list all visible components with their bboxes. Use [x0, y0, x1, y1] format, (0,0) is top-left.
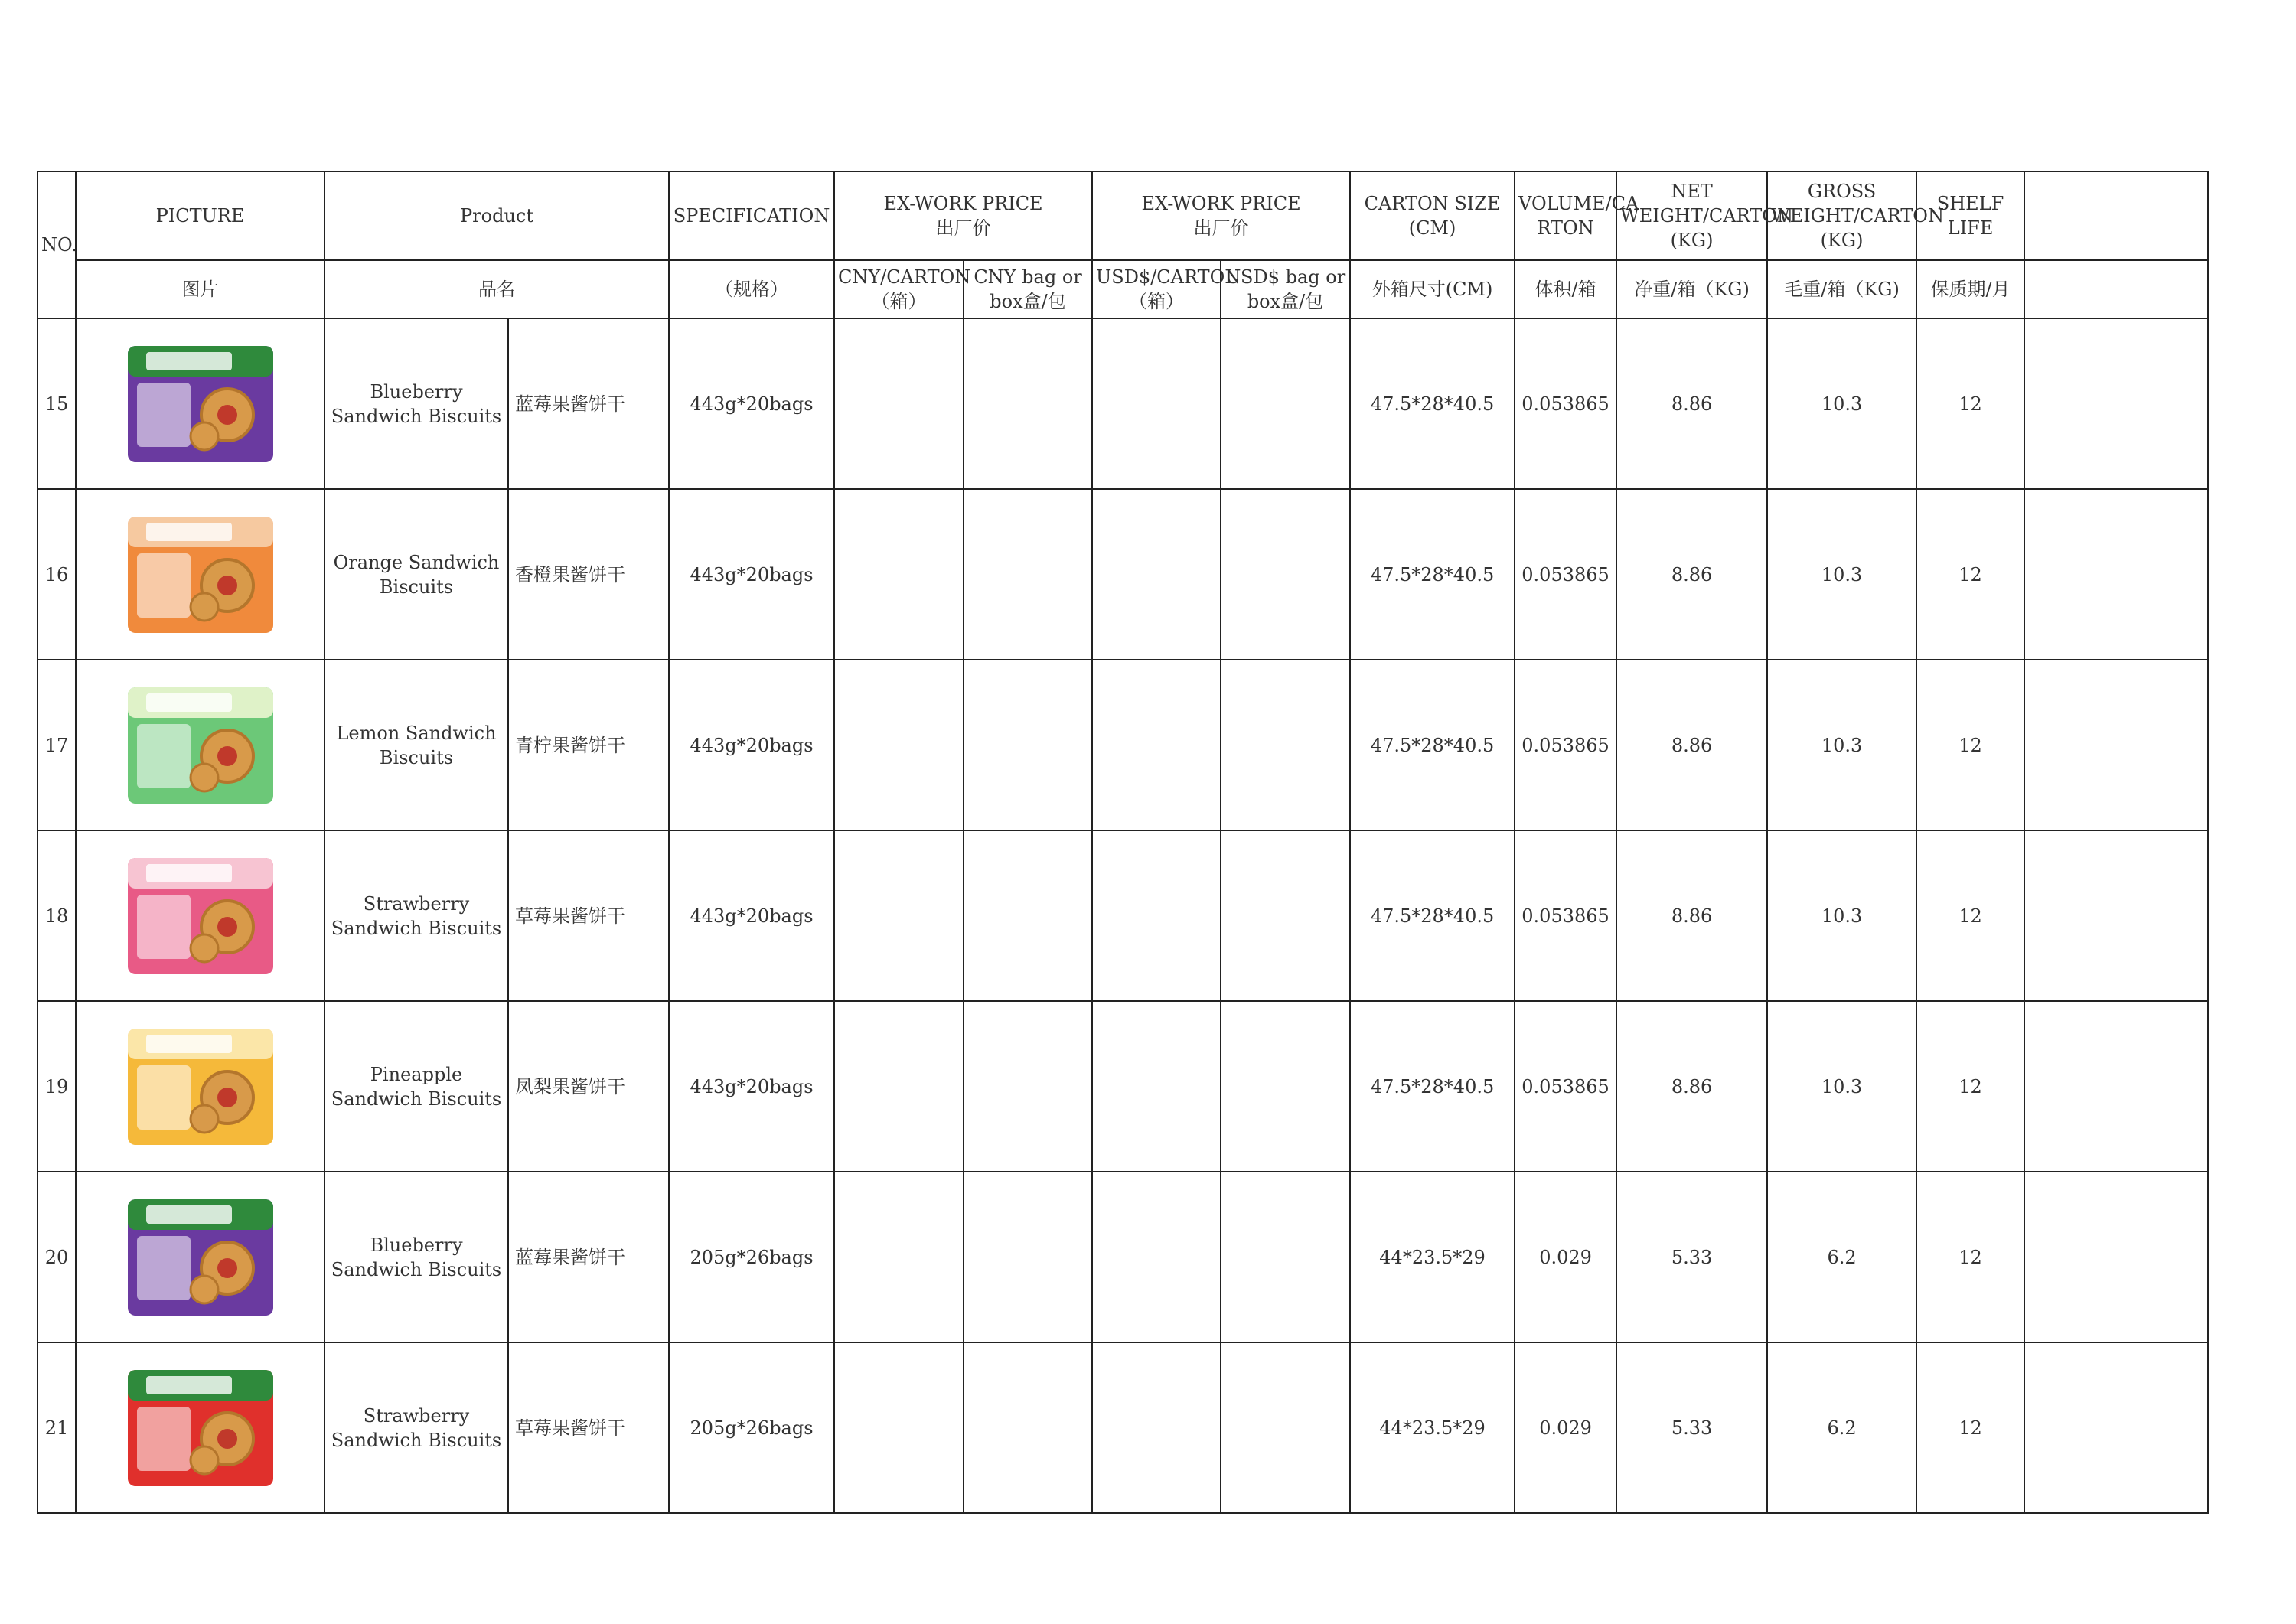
picture-label: PICTURE: [155, 205, 245, 227]
gross-cn-label: 毛重/箱（KG): [1784, 279, 1900, 300]
cny-carton-value: [834, 660, 964, 830]
usd-carton-value: [1092, 1172, 1221, 1342]
product-name-en-cell: [325, 489, 508, 660]
net-cn-label: 净重/箱（KG): [1634, 279, 1750, 300]
product-name-en-line2: Biscuits: [379, 576, 454, 598]
volume-value: 0.053865: [1521, 563, 1609, 585]
specification-value: 443g*20bags: [690, 563, 814, 585]
net-weight-cell: [1616, 660, 1767, 830]
cny-carton-value: [834, 1172, 964, 1342]
cny-carton-value: [834, 489, 964, 660]
product-package-image: [120, 847, 281, 985]
volume-cn-cell: [1515, 260, 1616, 318]
cny-bag-value: [964, 1172, 1092, 1342]
picture-cn-label: 图片: [181, 279, 219, 300]
shelf-life-value: 12: [1958, 563, 1982, 585]
volume-label-line2: RTON: [1537, 217, 1594, 239]
volume-cell: [1515, 1342, 1616, 1513]
specification-cell: [669, 830, 834, 1001]
specification-value: 205g*26bags: [690, 1246, 814, 1268]
volume-cell: [1515, 1001, 1616, 1172]
shelf-cn-label: 保质期/月: [1930, 279, 2011, 300]
gross-weight-value: 6.2: [1827, 1417, 1857, 1439]
product-name-cn-cell: [508, 318, 669, 489]
net-label-line1: NET: [1671, 181, 1713, 202]
usd-bag-value: [1221, 1342, 1350, 1513]
product-name-cn: 青柠果酱饼干: [515, 734, 625, 756]
gross-weight-cell: [1767, 1001, 1916, 1172]
gross-weight-value: 10.3: [1821, 734, 1863, 756]
row-number: [38, 1342, 76, 1513]
row-number: [38, 489, 76, 660]
net-weight-cell: [1616, 489, 1767, 660]
extra-cell: [2024, 1172, 2208, 1342]
gross-weight-value: 10.3: [1821, 563, 1863, 585]
usd-bag-cn-label: box盒/包: [1247, 291, 1324, 312]
net-cn-cell: [1616, 260, 1767, 318]
product-name-cn-cell: [508, 1342, 669, 1513]
product-name-cn: 蓝莓果酱饼干: [515, 1246, 625, 1268]
usd-carton-value: [1092, 1001, 1221, 1172]
row-number-text: 18: [44, 905, 69, 927]
product-package-image: [120, 1359, 281, 1497]
cny-bag-value: [964, 660, 1092, 830]
volume-value: 0.053865: [1521, 393, 1609, 415]
header-row-2: [38, 260, 2208, 318]
product-name-en-line1: Strawberry: [363, 892, 470, 915]
shelf-cn-cell: [1916, 260, 2024, 318]
shelf-label-line2: LIFE: [1947, 217, 1994, 239]
cny-carton-value: [834, 318, 964, 489]
product-name-en-line2: Sandwich Biscuits: [331, 1088, 502, 1110]
col-net-weight-header: [1616, 171, 1793, 260]
cny-carton-cell: [834, 260, 971, 318]
row-number-text: 17: [44, 734, 69, 756]
carton-size-cell: [1350, 489, 1515, 660]
product-name-en-line1: Blueberry: [370, 380, 463, 403]
specification-cell: [669, 489, 834, 660]
price-list-table: [37, 171, 2209, 1514]
volume-cell: [1515, 830, 1616, 1001]
col-no-header: [38, 171, 76, 318]
cny-carton-value: [834, 1342, 964, 1513]
product-package-image: [120, 506, 281, 644]
product-picture-cell: [76, 1172, 325, 1342]
net-weight-value: 5.33: [1671, 1246, 1713, 1268]
net-weight-value: 5.33: [1671, 1417, 1713, 1439]
volume-cell: [1515, 1172, 1616, 1342]
no-label: NO.: [41, 234, 77, 256]
carton-size-value: 44*23.5*29: [1379, 1246, 1486, 1268]
carton-size-value: 47.5*28*40.5: [1370, 905, 1495, 927]
specification-value: 443g*20bags: [690, 734, 814, 756]
product-name-en-line2: Biscuits: [379, 746, 454, 768]
product-name-en-line1: Blueberry: [370, 1234, 463, 1256]
cny-carton-cn-label: （箱）: [871, 291, 927, 312]
product-package-image: [120, 335, 281, 473]
extra-cell: [2024, 318, 2208, 489]
shelf-life-cell: [1916, 1342, 2024, 1513]
specification-value: 205g*26bags: [690, 1417, 814, 1439]
shelf-life-cell: [1916, 489, 2024, 660]
cny-carton-value: [834, 830, 964, 1001]
cny-bag-label: CNY bag or: [974, 266, 1082, 288]
product-name-en-cell: [325, 1342, 508, 1513]
carton-size-cell: [1350, 830, 1515, 1001]
shelf-life-cell: [1916, 660, 2024, 830]
carton-size-cell: [1350, 660, 1515, 830]
row-number-text: 21: [44, 1417, 69, 1439]
shelf-life-value: 12: [1958, 734, 1982, 756]
product-rows: [38, 318, 2208, 1513]
product-picture-cell: [76, 318, 325, 489]
product-name-cn: 草莓果酱饼干: [515, 1417, 625, 1439]
product-picture-cell: [76, 1342, 325, 1513]
specification-cell: [669, 1172, 834, 1342]
specification-cell: [669, 1342, 834, 1513]
product-picture-cell: [76, 830, 325, 1001]
cny-bag-cn-label: box盒/包: [990, 291, 1066, 312]
carton-size-cn-label: 外箱尺寸(CM): [1371, 279, 1493, 300]
product-name-en-cell: [325, 318, 508, 489]
gross-weight-value: 10.3: [1821, 905, 1863, 927]
row-number: [38, 830, 76, 1001]
specification-value: 443g*20bags: [690, 393, 814, 415]
product-name-cn-cell: [508, 489, 669, 660]
net-weight-value: 8.86: [1671, 393, 1713, 415]
shelf-life-cell: [1916, 318, 2024, 489]
volume-value: 0.053865: [1521, 734, 1609, 756]
shelf-life-value: 12: [1958, 905, 1982, 927]
specification-cell: [669, 1001, 834, 1172]
product-picture-cell: [76, 1001, 325, 1172]
net-weight-cell: [1616, 1001, 1767, 1172]
product-name-en-line2: Sandwich Biscuits: [331, 1258, 502, 1280]
cny-bag-value: [964, 1001, 1092, 1172]
exwork-cny-label: EX-WORK PRICE: [883, 193, 1043, 214]
usd-carton-value: [1092, 318, 1221, 489]
product-name-en-line1: Strawberry: [363, 1404, 470, 1427]
shelf-life-value: 12: [1958, 393, 1982, 415]
volume-value: 0.029: [1539, 1417, 1592, 1439]
volume-value: 0.053865: [1521, 1075, 1609, 1097]
cny-carton-label: CNY/CARTON: [838, 266, 971, 288]
usd-bag-value: [1221, 489, 1350, 660]
exwork-cny-cn-label: 出厂价: [935, 217, 991, 239]
usd-bag-value: [1221, 830, 1350, 1001]
net-weight-cell: [1616, 318, 1767, 489]
volume-cn-label: 体积/箱: [1534, 279, 1596, 300]
table-row: [38, 1172, 2208, 1342]
extra-cell: [2024, 660, 2208, 830]
shelf-life-cell: [1916, 1172, 2024, 1342]
specification-cell: [669, 660, 834, 830]
product-name-en-line2: Sandwich Biscuits: [331, 917, 502, 939]
gross-weight-cell: [1767, 1172, 1916, 1342]
gross-weight-cell: [1767, 1342, 1916, 1513]
shelf-life-cell: [1916, 830, 2024, 1001]
usd-bag-label: USD$ bag or: [1225, 266, 1346, 288]
product-name-en-line1: Orange Sandwich: [333, 551, 500, 573]
gross-cn-cell: [1767, 260, 1916, 318]
table-row: [38, 489, 2208, 660]
gross-weight-cell: [1767, 660, 1916, 830]
table-row: [38, 660, 2208, 830]
product-package-image: [120, 677, 281, 814]
carton-size-cell: [1350, 1342, 1515, 1513]
product-name-en-cell: [325, 660, 508, 830]
col-product-header: [325, 171, 669, 260]
col-carton-size-header: [1350, 171, 1515, 260]
product-name-cn-cell: [508, 1001, 669, 1172]
extra-cell: [2024, 489, 2208, 660]
product-name-en-line2: Sandwich Biscuits: [331, 405, 502, 427]
net-label-line2: WEIGHT/CARTON: [1620, 205, 1793, 227]
product-picture-cell: [76, 660, 325, 830]
row-number: [38, 1001, 76, 1172]
cny-bag-value: [964, 1342, 1092, 1513]
gross-weight-cell: [1767, 830, 1916, 1001]
cny-bag-value: [964, 318, 1092, 489]
col-extra-header: [2024, 171, 2208, 260]
table-row: [38, 830, 2208, 1001]
shelf-life-value: 12: [1958, 1246, 1982, 1268]
cny-bag-value: [964, 830, 1092, 1001]
col-exwork-cny-header: [834, 171, 1092, 260]
row-number-text: 20: [44, 1246, 69, 1268]
usd-carton-cell: [1092, 260, 1241, 318]
product-name-en-cell: [325, 1001, 508, 1172]
shelf-life-value: 12: [1958, 1075, 1982, 1097]
net-label-line3: (KG): [1670, 230, 1714, 251]
product-name-cn: 草莓果酱饼干: [515, 905, 625, 927]
gross-weight-cell: [1767, 318, 1916, 489]
product-name-cn-cell: [508, 1172, 669, 1342]
carton-size-cell: [1350, 1172, 1515, 1342]
cny-bag-value: [964, 489, 1092, 660]
spec-cn-cell: [669, 260, 834, 318]
product-label: Product: [460, 205, 533, 227]
usd-carton-value: [1092, 489, 1221, 660]
usd-carton-cn-label: （箱）: [1129, 291, 1185, 312]
product-name-en-cell: [325, 830, 508, 1001]
shelf-life-cell: [1916, 1001, 2024, 1172]
net-weight-value: 8.86: [1671, 1075, 1713, 1097]
volume-cell: [1515, 660, 1616, 830]
carton-size-cn-cell: [1350, 260, 1515, 318]
gross-label-line3: (KG): [1820, 230, 1864, 251]
table-row: [38, 1342, 2208, 1513]
cny-carton-value: [834, 1001, 964, 1172]
net-weight-value: 8.86: [1671, 563, 1713, 585]
carton-size-cell: [1350, 318, 1515, 489]
row-number-text: 16: [44, 563, 69, 585]
usd-bag-cell: [1221, 260, 1350, 318]
table-row: [38, 318, 2208, 489]
net-weight-cell: [1616, 1342, 1767, 1513]
usd-carton-value: [1092, 660, 1221, 830]
usd-bag-value: [1221, 660, 1350, 830]
usd-carton-label: USD$/CARTON: [1096, 266, 1241, 288]
net-weight-cell: [1616, 830, 1767, 1001]
col-exwork-usd-header: [1092, 171, 1350, 260]
product-name-en-line1: Pineapple: [370, 1063, 463, 1085]
product-name-cn-cell: [508, 660, 669, 830]
cny-bag-cell: [964, 260, 1092, 318]
specification-value: 443g*20bags: [690, 1075, 814, 1097]
carton-size-value: 44*23.5*29: [1379, 1417, 1486, 1439]
specification-cn-label: （规格）: [715, 279, 789, 300]
carton-size-value: 47.5*28*40.5: [1370, 563, 1495, 585]
row-number-text: 19: [44, 1075, 69, 1097]
carton-size-value: 47.5*28*40.5: [1370, 734, 1495, 756]
gross-weight-value: 10.3: [1821, 393, 1863, 415]
volume-cell: [1515, 489, 1616, 660]
carton-size-unit-label: (CM): [1408, 217, 1456, 239]
specification-label: SPECIFICATION: [673, 205, 830, 227]
row-number: [38, 660, 76, 830]
shelf-label-line1: SHELF: [1936, 193, 2004, 214]
product-name-cn: 香橙果酱饼干: [515, 563, 625, 585]
carton-size-value: 47.5*28*40.5: [1370, 1075, 1495, 1097]
product-name-en-line1: Lemon Sandwich: [336, 722, 497, 744]
extra-cell: [2024, 1001, 2208, 1172]
product-package-image: [120, 1189, 281, 1326]
exwork-usd-label: EX-WORK PRICE: [1141, 193, 1301, 214]
carton-size-cell: [1350, 1001, 1515, 1172]
gross-weight-value: 10.3: [1821, 1075, 1863, 1097]
usd-bag-value: [1221, 318, 1350, 489]
extra-cell: [2024, 1342, 2208, 1513]
volume-value: 0.029: [1539, 1246, 1592, 1268]
volume-label-line1: VOLUME/CA: [1518, 193, 1639, 214]
specification-cell: [669, 318, 834, 489]
gross-label-line1: GROSS: [1807, 181, 1877, 202]
gross-label-line2: WEIGHT/CARTON: [1771, 205, 1944, 227]
product-package-image: [120, 1018, 281, 1156]
product-name-en-cell: [325, 1172, 508, 1342]
carton-size-value: 47.5*28*40.5: [1370, 393, 1495, 415]
row-number-text: 15: [44, 393, 69, 415]
col-spec-header: [669, 171, 834, 260]
extra-cn-cell: [2024, 260, 2208, 318]
product-cn-cell: [325, 260, 669, 318]
col-volume-header: [1515, 171, 1639, 260]
usd-carton-value: [1092, 1342, 1221, 1513]
table-row: [38, 1001, 2208, 1172]
row-number: [38, 318, 76, 489]
gross-weight-cell: [1767, 489, 1916, 660]
header-row-1: [38, 171, 2208, 260]
col-gross-weight-header: [1767, 171, 1944, 260]
volume-value: 0.053865: [1521, 905, 1609, 927]
product-name-cn: 凤梨果酱饼干: [515, 1075, 625, 1097]
carton-size-label: CARTON SIZE: [1364, 193, 1501, 214]
product-name-cn-cell: [508, 830, 669, 1001]
product-picture-cell: [76, 489, 325, 660]
net-weight-value: 8.86: [1671, 734, 1713, 756]
volume-cell: [1515, 318, 1616, 489]
gross-weight-value: 6.2: [1827, 1246, 1857, 1268]
product-name-en-line2: Sandwich Biscuits: [331, 1429, 502, 1451]
usd-bag-value: [1221, 1001, 1350, 1172]
usd-carton-value: [1092, 830, 1221, 1001]
picture-cn-cell: [76, 260, 325, 318]
net-weight-value: 8.86: [1671, 905, 1713, 927]
extra-cell: [2024, 830, 2208, 1001]
col-picture-header: [76, 171, 325, 260]
net-weight-cell: [1616, 1172, 1767, 1342]
shelf-life-value: 12: [1958, 1417, 1982, 1439]
exwork-usd-cn-label: 出厂价: [1193, 217, 1249, 239]
product-name-cn: 蓝莓果酱饼干: [515, 393, 625, 415]
usd-bag-value: [1221, 1172, 1350, 1342]
row-number: [38, 1172, 76, 1342]
specification-value: 443g*20bags: [690, 905, 814, 927]
product-cn-label: 品名: [478, 279, 515, 300]
